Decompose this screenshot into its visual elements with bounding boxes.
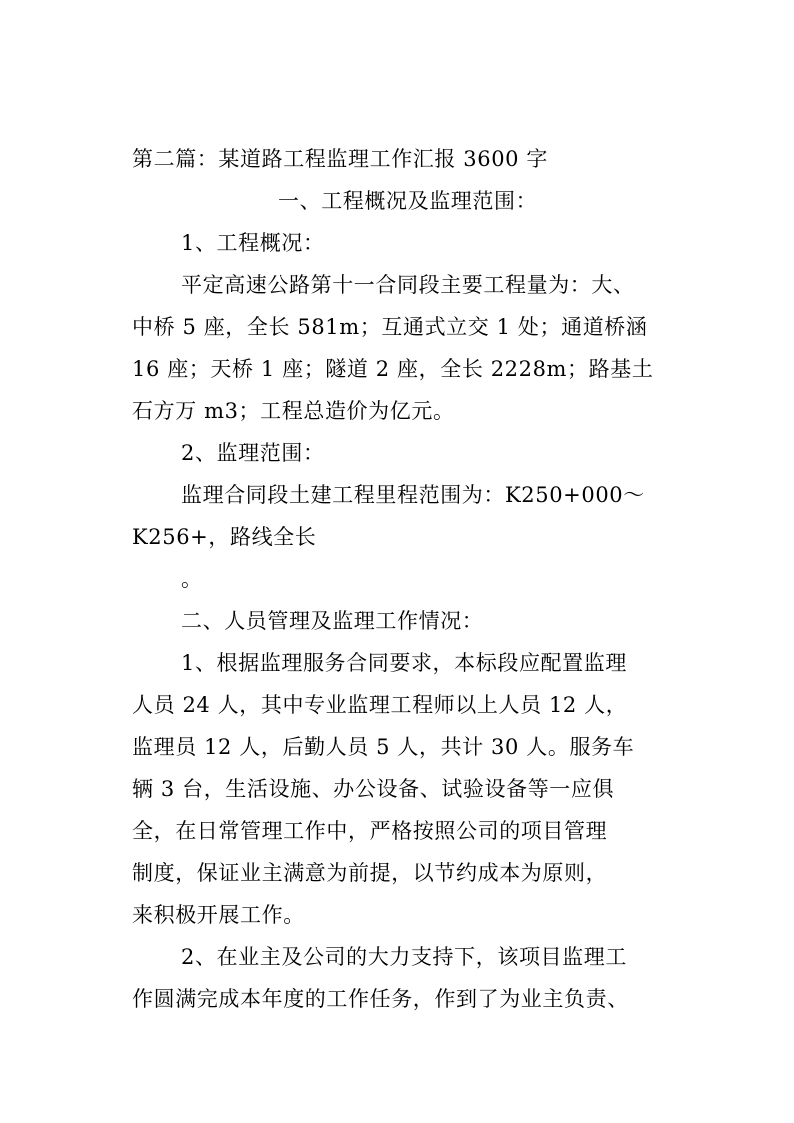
text-line: 作圆满完成本年度的工作任务，作到了为业主负责、 — [132, 987, 629, 1011]
subsection-heading-scope: 2、监理范围： — [181, 441, 325, 465]
text-line: 监理员 12 人，后勤人员 5 人，共计 30 人。服务车 — [132, 735, 635, 759]
text-line: 人员 24 人，其中专业监理工程师以上人员 12 人， — [132, 693, 628, 717]
subsection-heading-overview: 1、工程概况： — [181, 231, 325, 255]
text-line: 石方万 m3；工程总造价为亿元。 — [132, 399, 455, 423]
text-line: 全，在日常管理工作中，严格按照公司的项目管理 — [132, 819, 608, 843]
document-title: 第二篇：某道路工程监理工作汇报 3600 字 — [132, 147, 548, 171]
section-heading-2: 二、人员管理及监理工作情况： — [181, 609, 484, 633]
text-line: 中桥 5 座，全长 581m；互通式立交 1 处；通道桥涵 — [132, 315, 648, 339]
text-line: 监理合同段土建工程里程范围为：K250+000～ — [181, 483, 645, 507]
text-line: 1、根据监理服务合同要求，本标段应配置监理 — [181, 651, 627, 675]
text-line: 2、在业主及公司的大力支持下，该项目监理工 — [181, 945, 627, 969]
section-heading-1: 一、工程概况及监理范围： — [278, 189, 538, 213]
text-line: 16 座；天桥 1 座；隧道 2 座，全长 2228m；路基土 — [132, 357, 654, 381]
text-line: K256+，路线全长 — [132, 525, 317, 549]
text-line: 平定高速公路第十一合同段主要工程量为：大、 — [181, 273, 635, 297]
text-line: 来积极开展工作。 — [132, 903, 305, 927]
text-line: 。 — [181, 567, 203, 591]
text-line: 制度，保证业主满意为前提，以节约成本为原则， — [132, 861, 608, 885]
text-line: 辆 3 台，生活设施、办公设备、试验设备等一应俱 — [132, 777, 615, 801]
